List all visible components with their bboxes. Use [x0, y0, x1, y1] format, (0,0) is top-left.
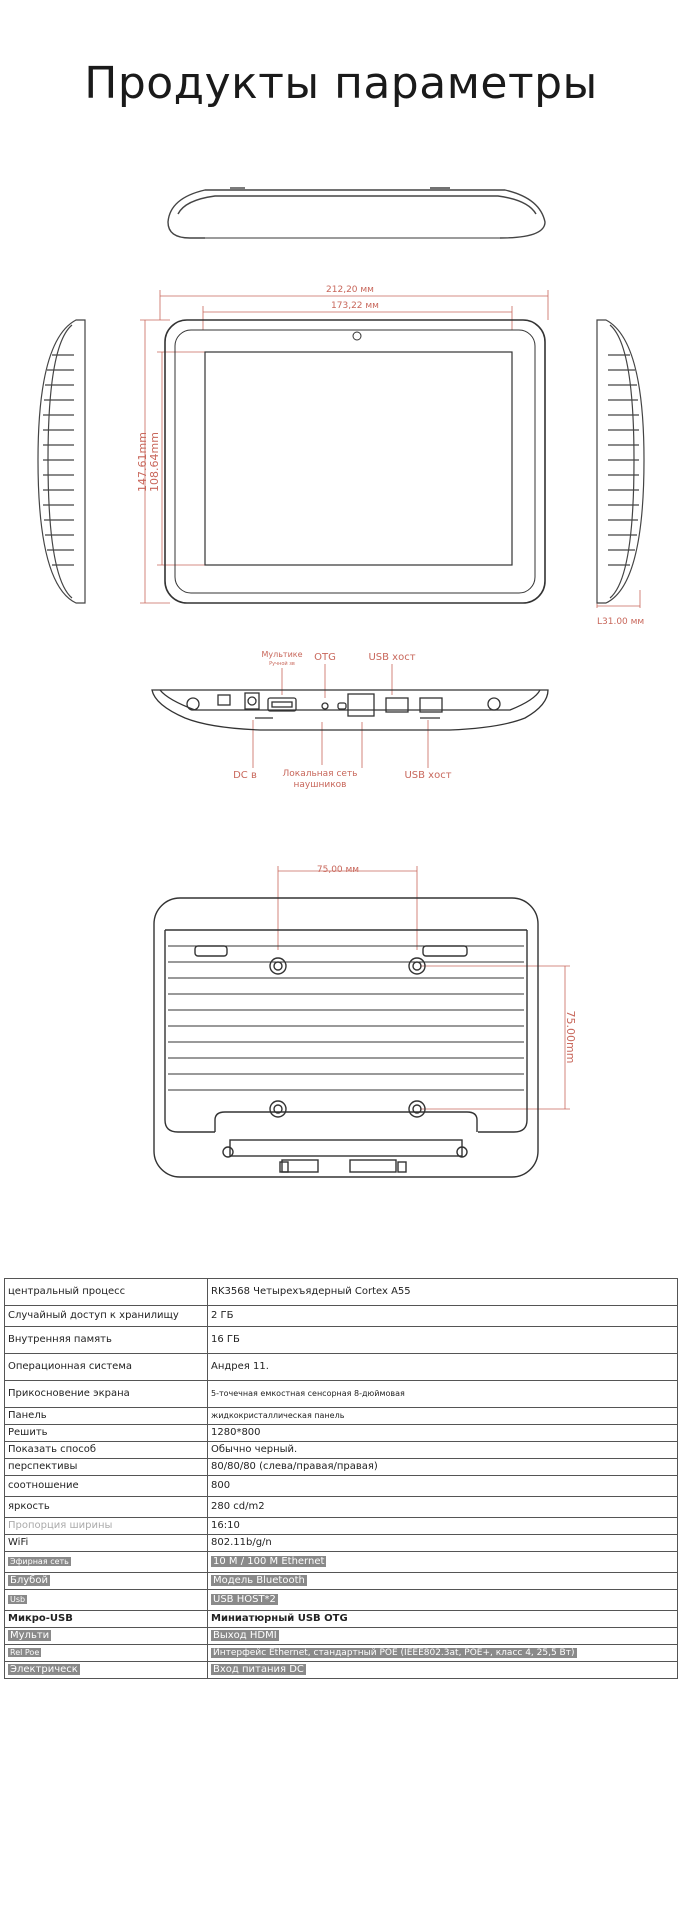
spec-key: Операционная система — [5, 1354, 208, 1381]
spec-value: жидкокристаллическая панель — [208, 1408, 678, 1425]
table-row — [5, 1497, 678, 1518]
dimension-lines — [140, 290, 640, 608]
spec-key: Блубой — [10, 1575, 48, 1586]
specs-table — [4, 1278, 678, 1679]
port-view-drawing — [152, 690, 548, 730]
table-row — [5, 1476, 678, 1497]
table-row — [5, 1535, 678, 1552]
dim-width-outer: 212,20 мм — [326, 285, 374, 295]
table-row — [5, 1518, 678, 1535]
spec-key: Панель — [5, 1408, 208, 1425]
spec-value: 802.11b/g/n — [208, 1535, 678, 1552]
spec-key: Эфирная сеть — [10, 1557, 69, 1566]
top-view-drawing — [168, 188, 545, 238]
table-row — [5, 1279, 678, 1306]
spec-key: перспективы — [5, 1459, 208, 1476]
table-row — [5, 1425, 678, 1442]
back-view-drawing — [154, 898, 538, 1177]
spec-value: 16:10 — [208, 1518, 678, 1535]
spec-key: Электрическ — [10, 1664, 78, 1675]
dim-mount-h: 75,00 мм — [316, 865, 360, 875]
spec-key: Решить — [5, 1425, 208, 1442]
dim-height-screen: 108.64mm — [148, 432, 161, 492]
table-row — [5, 1645, 678, 1662]
table-row — [5, 1442, 678, 1459]
dim-height-outer: 147.61mm — [136, 432, 149, 492]
spec-key: Мульти — [10, 1630, 50, 1641]
table-row — [5, 1628, 678, 1645]
table-row — [5, 1573, 678, 1590]
spec-value: Модель Bluetooth — [213, 1575, 305, 1586]
spec-value: Миниатюрный USB OTG — [208, 1611, 678, 1628]
table-row — [5, 1408, 678, 1425]
label-multi-sub: Ручной зв — [269, 661, 295, 667]
label-multi: Мультике — [261, 650, 303, 659]
spec-value: 10 M / 100 M Ethernet — [213, 1556, 325, 1567]
table-row — [5, 1459, 678, 1476]
spec-key: WiFi — [5, 1535, 208, 1552]
spec-value: 5-точечная емкостная сенсорная 8-дюймовая — [208, 1381, 678, 1408]
dim-mount-v: 75.00mm — [564, 1010, 577, 1064]
label-headphones: наушников — [293, 780, 347, 790]
spec-value: Обычно черный. — [208, 1442, 678, 1459]
dim-depth: L31.00 мм — [597, 617, 645, 627]
front-view-drawing — [165, 320, 545, 603]
spec-key: Показать способ — [5, 1442, 208, 1459]
spec-key: Прикосновение экрана — [5, 1381, 208, 1408]
spec-key: Микро-USB — [5, 1611, 208, 1628]
spec-key: Rel Poe — [10, 1648, 40, 1657]
spec-value: 80/80/80 (слева/правая/правая) — [208, 1459, 678, 1476]
spec-key: яркость — [5, 1497, 208, 1518]
table-row — [5, 1354, 678, 1381]
label-usb-host-bottom: USB хост — [404, 770, 452, 781]
label-dc-in: DC в — [233, 770, 257, 781]
table-row — [5, 1662, 678, 1679]
spec-value: Андрея 11. — [208, 1354, 678, 1381]
table-row — [5, 1552, 678, 1573]
left-side-drawing — [38, 320, 85, 603]
spec-value: Выход HDMI — [213, 1630, 277, 1641]
label-usb-host-top: USB хост — [368, 652, 416, 663]
label-otg: OTG — [314, 652, 336, 663]
spec-value: Вход питания DC — [213, 1664, 304, 1675]
port-leader-lines — [253, 664, 428, 768]
table-row — [5, 1327, 678, 1354]
spec-value: USB HOST*2 — [213, 1594, 276, 1605]
spec-value: 1280*800 — [208, 1425, 678, 1442]
dim-width-screen: 173,22 мм — [331, 301, 379, 311]
spec-key: Usb — [10, 1595, 26, 1604]
spec-key: центральный процесс — [5, 1279, 208, 1306]
right-side-drawing — [597, 320, 644, 603]
table-row — [5, 1381, 678, 1408]
spec-value: 2 ГБ — [208, 1306, 678, 1327]
table-row — [5, 1611, 678, 1628]
spec-key: Внутренняя память — [5, 1327, 208, 1354]
table-row — [5, 1590, 678, 1611]
page-title: Продукты параметры — [84, 58, 598, 109]
spec-value: RK3568 Четырехъядерный Cortex A55 — [208, 1279, 678, 1306]
spec-key: Случайный доступ к хранилищу — [5, 1306, 208, 1327]
label-lan: Локальная сеть — [282, 769, 358, 779]
spec-value: Интерфейс Ethernet, стандартный POE (IEEE802.3at, POE+, класс 4, 25,5 Вт) — [213, 1648, 575, 1658]
spec-key: соотношение — [5, 1476, 208, 1497]
table-row — [5, 1306, 678, 1327]
spec-value: 280 cd/m2 — [208, 1497, 678, 1518]
spec-value: 800 — [208, 1476, 678, 1497]
spec-value: 16 ГБ — [208, 1327, 678, 1354]
spec-key: Пропорция ширины — [5, 1518, 208, 1535]
